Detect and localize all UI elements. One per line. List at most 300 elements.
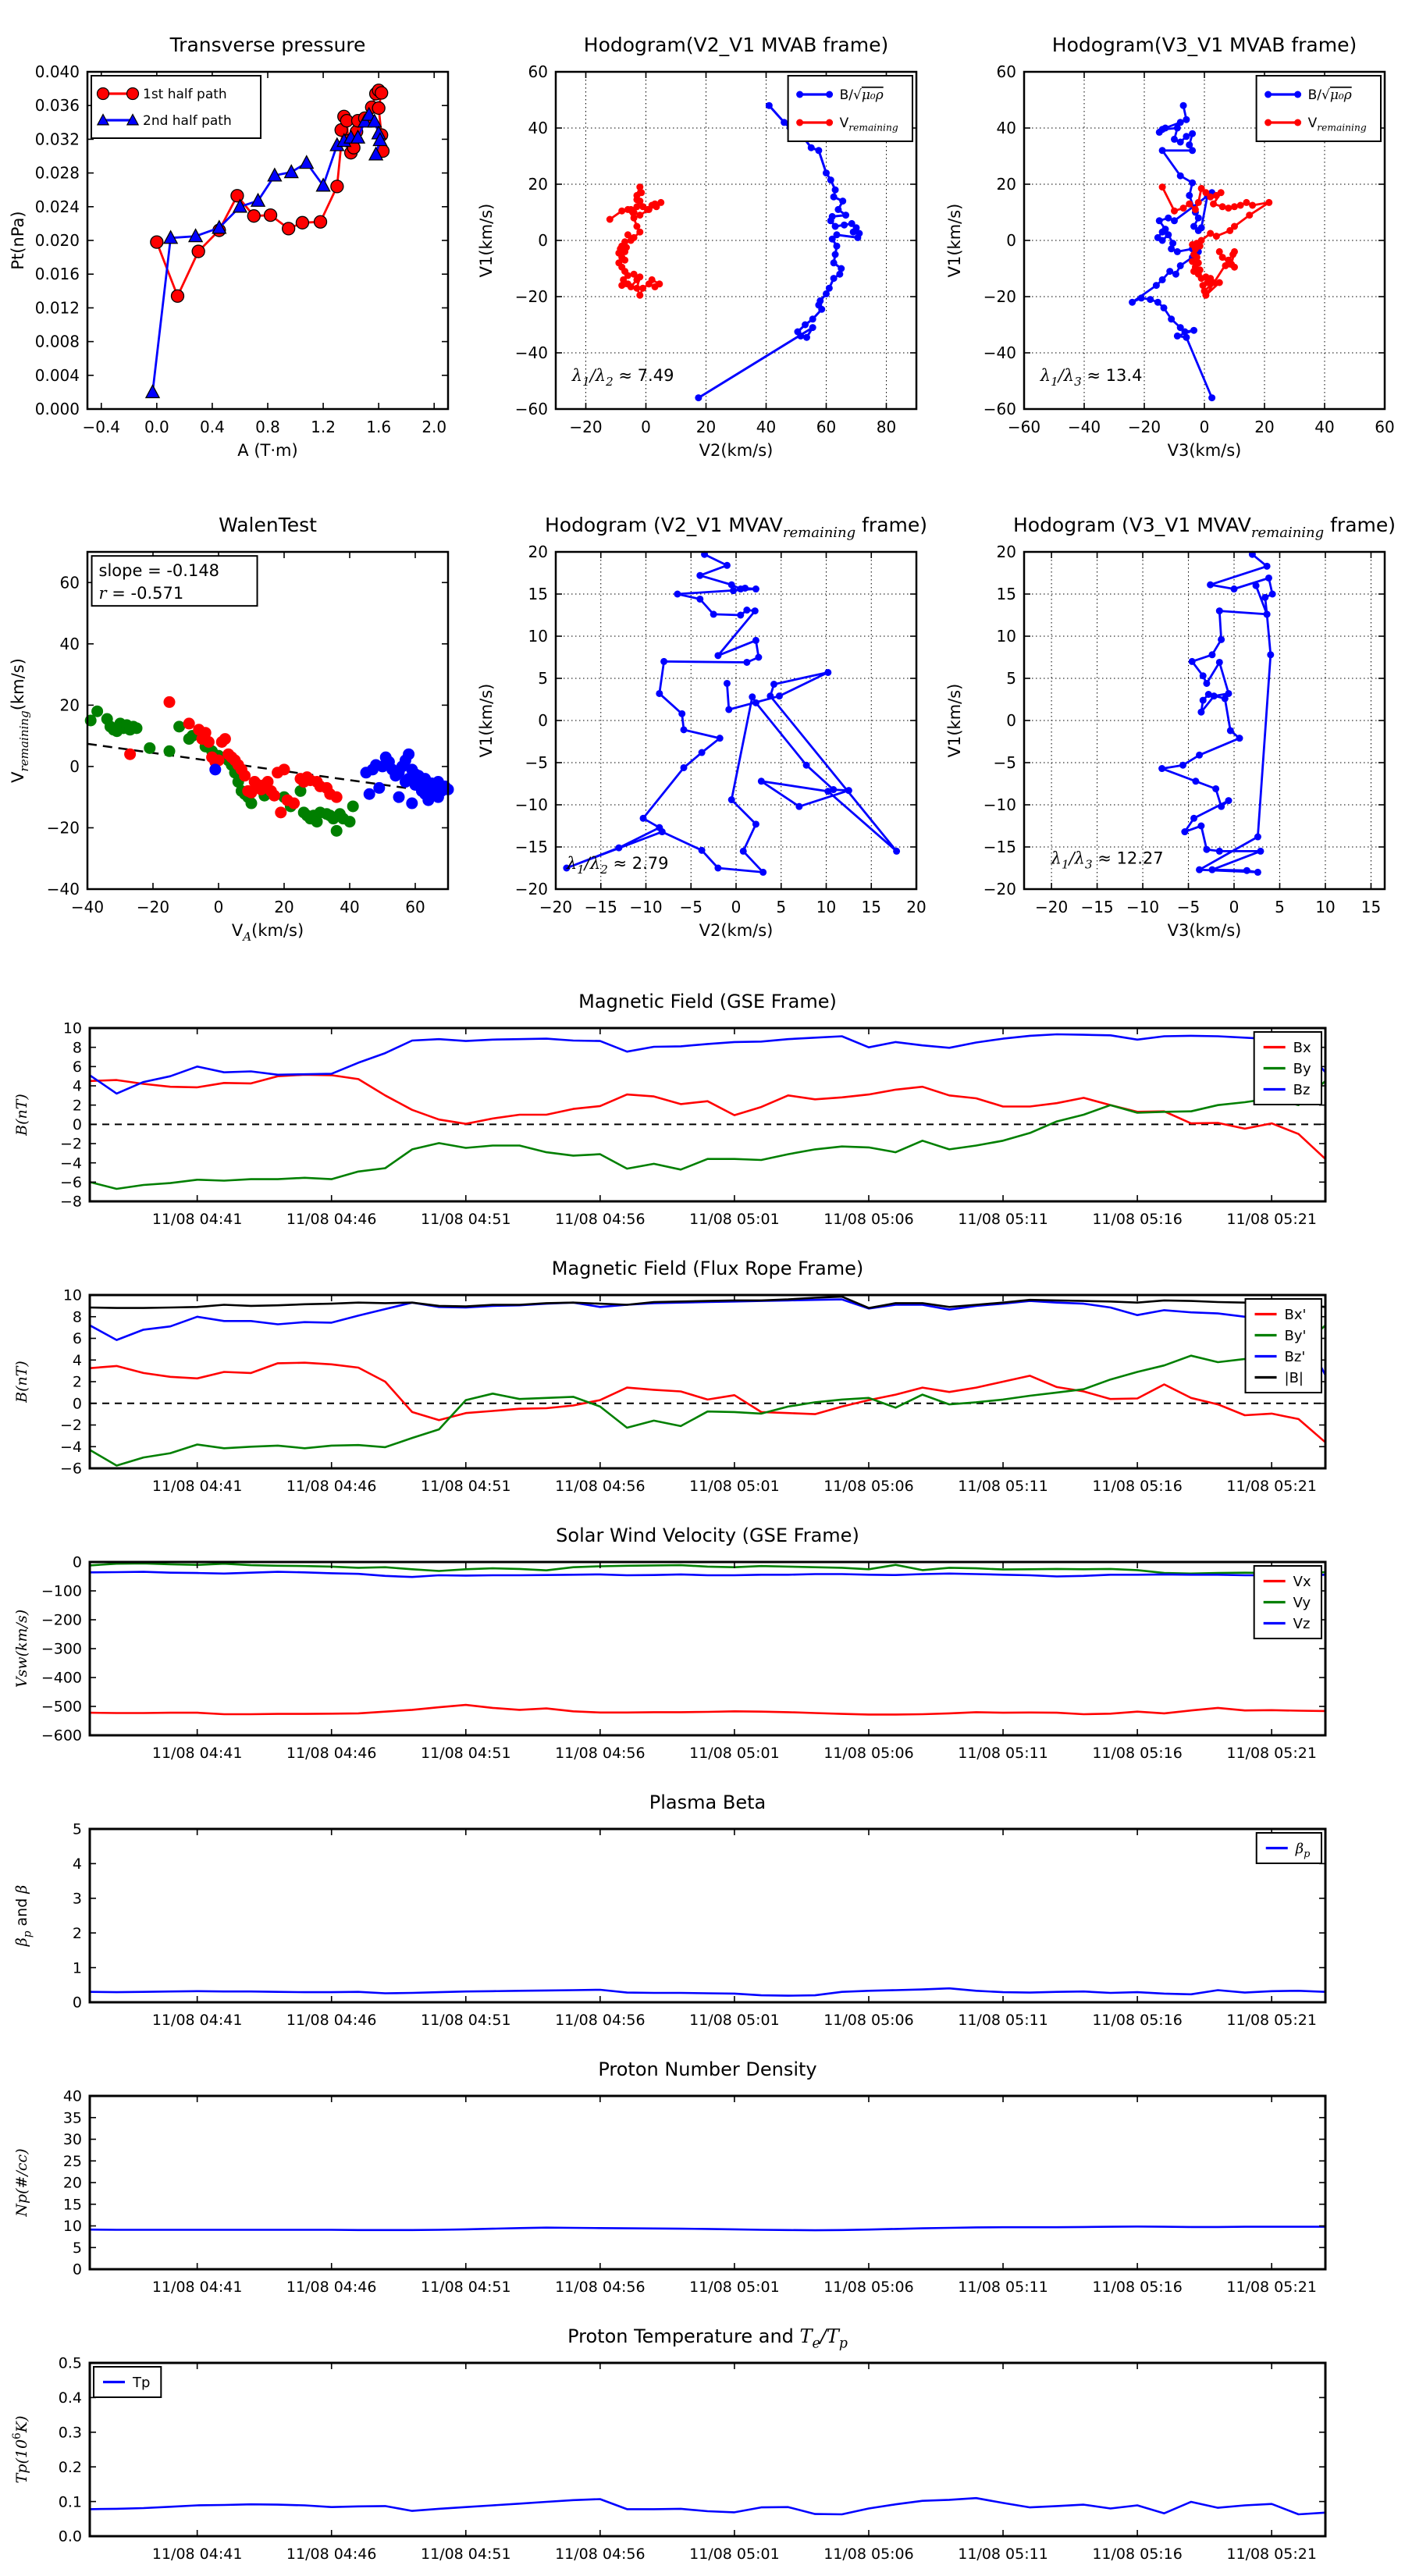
marker-circle (841, 222, 848, 229)
marker-circle (364, 788, 375, 800)
y-tick-label: 0 (72, 1994, 82, 2012)
series-bx (90, 1075, 1325, 1159)
marker-circle (1192, 206, 1199, 213)
legend (1246, 1299, 1321, 1393)
series-v-remaining (606, 183, 664, 299)
marker-circle (839, 197, 846, 205)
marker-circle (633, 196, 640, 203)
y-tick-label: −15 (983, 838, 1016, 856)
x-tick-label: 11/08 05:06 (823, 1745, 914, 1762)
marker-circle (1203, 680, 1210, 687)
marker-circle (636, 273, 643, 280)
marker-circle (740, 848, 747, 855)
marker-circle (372, 101, 385, 114)
x-tick-label: 40 (1314, 418, 1335, 436)
marker-circle (1171, 208, 1178, 215)
panel-transverse-pressure (0, 0, 468, 480)
marker-circle (172, 290, 184, 302)
x-tick-label: 11/08 04:41 (151, 1745, 243, 1762)
marker-circle (239, 770, 251, 781)
marker-circle (633, 285, 640, 292)
marker-triangle (300, 156, 313, 169)
y-tick-label: 0 (1006, 711, 1016, 730)
marker-circle (1265, 199, 1272, 206)
x-tick-label: 11/08 05:11 (958, 2279, 1048, 2296)
panel-title: Magnetic Field (Flux Rope Frame) (551, 1258, 864, 1279)
marker-circle (1264, 91, 1272, 98)
marker-circle (1243, 199, 1250, 206)
x-tick-label: 11/08 05:01 (689, 1211, 780, 1228)
x-tick-label: 11/08 04:56 (555, 2012, 646, 2029)
series-b-over-sqrt-mu0-rho (1129, 102, 1215, 401)
x-tick-label: −10 (629, 898, 663, 916)
x-tick-label: 11/08 04:51 (421, 2279, 511, 2296)
y-tick-label: 0.3 (58, 2424, 82, 2442)
marker-circle (829, 236, 836, 243)
marker-circle (696, 572, 703, 579)
marker-circle (1231, 585, 1238, 592)
y-tick-label: 0.028 (34, 163, 80, 183)
marker-circle (893, 848, 900, 855)
marker-circle (1257, 848, 1264, 855)
y-tick-label: 0 (1006, 231, 1016, 250)
x-tick-label: 0 (1199, 418, 1210, 436)
marker-circle (699, 749, 706, 756)
x-tick-label: 0 (1229, 898, 1240, 916)
y-tick-label: 4 (72, 1856, 82, 1873)
marker-circle (1236, 735, 1243, 742)
x-tick-label: 11/08 05:01 (689, 2546, 780, 2563)
y-tick-label: 0.008 (34, 332, 80, 351)
x-tick-label: 11/08 04:51 (421, 1745, 511, 1762)
panel-title: Hodogram (V3_V1 $MVAV_{remaining}$ frame) (1012, 514, 1396, 541)
x-tick-label: 11/08 04:41 (151, 2279, 243, 2296)
marker-circle (850, 229, 857, 236)
marker-circle (752, 607, 759, 614)
x-tick-label: 11/08 04:56 (555, 2546, 646, 2563)
x-tick-label: 2.0 (422, 418, 447, 436)
series-np (90, 2226, 1325, 2230)
marker-circle (164, 745, 176, 757)
y-tick-label: −5 (525, 753, 548, 772)
marker-circle (1189, 658, 1196, 665)
marker-circle (831, 194, 838, 201)
legend (1257, 76, 1381, 141)
marker-circle (1210, 279, 1217, 286)
marker-circle (296, 216, 308, 229)
marker-circle (331, 180, 343, 193)
y-tick-label: −500 (41, 1698, 82, 1716)
y-tick-label: 20 (62, 2174, 82, 2192)
marker-circle (1153, 282, 1160, 289)
marker-circle (1222, 695, 1229, 702)
marker-circle (1253, 582, 1260, 589)
legend-label: By' (1284, 1327, 1307, 1344)
marker-circle (246, 798, 258, 809)
marker-circle (827, 217, 834, 224)
marker-circle (606, 216, 614, 223)
y-tick-label: 40 (528, 119, 548, 137)
marker-circle (832, 251, 839, 258)
x-tick-label: 11/08 05:01 (689, 2012, 780, 2029)
marker-circle (375, 87, 388, 99)
x-tick-label: 11/08 04:41 (151, 2012, 243, 2029)
y-tick-label: 0.5 (58, 2354, 82, 2372)
y-tick-label: 8 (72, 1039, 82, 1057)
x-tick-label: 11/08 05:11 (958, 1745, 1048, 1762)
marker-circle (631, 215, 638, 222)
marker-circle (1216, 248, 1223, 255)
marker-circle (1138, 294, 1145, 301)
x-axis-label: V3(km/s) (1167, 921, 1242, 940)
x-tick-label: 11/08 05:06 (823, 2012, 914, 2029)
x-tick-label: 0.8 (255, 418, 280, 436)
marker-circle (776, 692, 783, 699)
marker-circle (1225, 797, 1232, 804)
marker-circle (1218, 636, 1225, 643)
y-tick-label: −60 (983, 400, 1016, 418)
marker-circle (845, 787, 852, 794)
legend (1254, 1566, 1321, 1638)
legend-label: Bz (1293, 1081, 1311, 1098)
marker-circle (1174, 125, 1181, 132)
x-tick-label: 11/08 04:46 (286, 2279, 377, 2296)
marker-circle (1218, 803, 1225, 810)
marker-circle (1190, 815, 1197, 822)
y-tick-label: 10 (62, 2218, 82, 2236)
marker-circle (832, 223, 839, 230)
marker-circle (1196, 866, 1203, 873)
marker-circle (724, 562, 731, 569)
panel-b-fluxrope (0, 1239, 1405, 1506)
marker-circle (796, 119, 803, 126)
series-tp (90, 2498, 1325, 2514)
marker-circle (1161, 304, 1168, 311)
x-tick-label: 11/08 05:06 (823, 1478, 914, 1495)
marker-circle (91, 706, 103, 717)
series-by (90, 1081, 1325, 1189)
x-tick-label: −60 (1007, 418, 1041, 436)
y-tick-label: −2 (59, 1135, 82, 1153)
marker-circle (767, 692, 774, 699)
x-tick-label: 0 (641, 418, 651, 436)
marker-circle (344, 816, 356, 827)
marker-circle (1189, 130, 1196, 137)
series-b-over-sqrt-mu0-rho (695, 102, 863, 401)
marker-circle (781, 119, 788, 126)
marker-circle (1159, 183, 1166, 190)
marker-circle (656, 690, 663, 697)
annotation: $\lambda_1/\lambda_2 \approx 2.79$ (566, 854, 669, 877)
y-axis-label: V1(km/s) (477, 683, 496, 758)
x-tick-label: 11/08 04:41 (151, 1211, 243, 1228)
marker-circle (695, 394, 702, 401)
marker-circle (1202, 292, 1209, 299)
x-tick-label: 20 (1254, 418, 1275, 436)
legend-label: Vz (1293, 1615, 1311, 1632)
marker-circle (1168, 245, 1175, 252)
marker-circle (808, 144, 815, 151)
y-tick-label: 0.036 (34, 96, 80, 116)
marker-circle (656, 280, 663, 287)
marker-circle (815, 147, 822, 154)
marker-circle (1222, 262, 1229, 269)
marker-circle (1264, 563, 1271, 570)
y-tick-label: 20 (996, 175, 1016, 194)
marker-circle (755, 654, 762, 661)
x-tick-label: −5 (679, 898, 702, 916)
y-tick-label: −6 (59, 1460, 82, 1478)
marker-circle (1166, 268, 1173, 275)
marker-circle (1269, 591, 1276, 598)
y-tick-label: 0 (538, 711, 548, 730)
marker-circle (209, 763, 221, 775)
y-tick-label: −2 (59, 1417, 82, 1435)
marker-circle (743, 659, 750, 666)
y-tick-label: 5 (72, 1820, 82, 1838)
legend-label: Bz' (1284, 1348, 1306, 1365)
marker-circle (1197, 243, 1204, 250)
x-tick-label: 11/08 05:16 (1092, 1211, 1183, 1228)
marker-circle (1264, 119, 1272, 126)
marker-circle (1231, 248, 1238, 255)
panel-proton-temperature (0, 2307, 1405, 2574)
marker-circle (659, 828, 666, 835)
marker-circle (1212, 785, 1219, 792)
marker-circle (1168, 315, 1175, 322)
x-tick-label: −20 (1127, 418, 1161, 436)
panel-title: Hodogram(V3_V1 MVAB frame) (1051, 34, 1357, 56)
marker-circle (834, 206, 841, 213)
y-tick-label: −4 (59, 1438, 82, 1456)
y-tick-label: −20 (514, 880, 548, 898)
marker-circle (1158, 765, 1165, 772)
y-axis-label: $V_{remaining}(km/s)$ (9, 658, 31, 783)
y-tick-label: 10 (528, 627, 548, 646)
marker-circle (1165, 231, 1172, 238)
marker-circle (710, 610, 717, 617)
x-tick-label: 11/08 05:06 (823, 2279, 914, 2296)
marker-circle (315, 215, 327, 228)
series-v-remaining-path (563, 551, 900, 876)
y-tick-label: 2 (72, 1097, 82, 1115)
x-tick-label: 11/08 05:16 (1092, 2012, 1183, 2029)
x-tick-label: 0 (731, 898, 742, 916)
marker-circle (699, 847, 706, 854)
marker-circle (1243, 867, 1250, 874)
legend (94, 2367, 161, 2397)
marker-circle (1198, 224, 1205, 231)
marker-circle (124, 749, 136, 760)
series-vz (90, 1572, 1325, 1578)
marker-circle (631, 271, 638, 278)
y-tick-label: 10 (62, 1019, 82, 1037)
marker-circle (127, 88, 139, 100)
marker-circle (1200, 672, 1207, 679)
y-tick-label: 60 (996, 62, 1016, 81)
marker-circle (1174, 333, 1181, 340)
legend-label: Bx' (1284, 1306, 1307, 1323)
y-tick-label: −40 (983, 343, 1016, 362)
marker-circle (660, 658, 667, 665)
marker-circle (826, 91, 833, 98)
panel-title: Hodogram (V2_V1 $MVAV_{remaining}$ frame) (544, 514, 928, 541)
marker-circle (1129, 299, 1136, 306)
x-tick-label: 11/08 04:46 (286, 2546, 377, 2563)
y-axis-label: B(nT) (13, 1094, 30, 1136)
y-tick-label: −15 (514, 838, 548, 856)
y-tick-label: 20 (528, 543, 548, 561)
panel-b-gse (0, 972, 1405, 1239)
marker-circle (1186, 201, 1193, 208)
marker-circle (737, 612, 744, 619)
marker-circle (730, 587, 737, 594)
y-axis-label: Pt(nPa) (9, 211, 27, 270)
marker-circle (219, 733, 231, 745)
marker-circle (1226, 227, 1233, 234)
marker-circle (279, 763, 290, 775)
y-tick-label: 4 (72, 1077, 82, 1095)
marker-circle (331, 792, 343, 803)
marker-circle (192, 245, 205, 258)
marker-circle (1200, 697, 1207, 704)
x-axis-label: V2(km/s) (699, 441, 774, 460)
marker-circle (636, 229, 643, 236)
x-tick-label: 11/08 04:46 (286, 1211, 377, 1228)
panel-plasma-beta (0, 1773, 1405, 2040)
panel-title: WalenTest (219, 514, 317, 536)
y-tick-label: 40 (996, 119, 1016, 137)
x-tick-label: 1.2 (311, 418, 336, 436)
y-tick-label: −20 (46, 818, 80, 838)
x-tick-label: 15 (861, 898, 881, 916)
marker-circle (797, 333, 804, 340)
y-tick-label: 30 (62, 2131, 82, 2149)
y-axis-label: V1(km/s) (477, 203, 496, 278)
marker-circle (681, 764, 688, 771)
y-tick-label: −40 (46, 880, 80, 898)
y-axis-label: $Tp(10^6K)$ (11, 2415, 30, 2484)
x-tick-label: 1.6 (366, 418, 392, 436)
x-tick-label: 11/08 05:21 (1226, 2012, 1317, 2029)
legend (788, 76, 912, 141)
y-tick-label: 0 (69, 756, 80, 776)
series-v-remaining (1159, 183, 1273, 299)
marker-circle (752, 699, 759, 706)
y-tick-label: 10 (996, 627, 1016, 646)
y-tick-label: −4 (59, 1155, 82, 1172)
marker-circle (1216, 279, 1223, 286)
y-tick-label: 5 (538, 669, 548, 688)
y-tick-label: 40 (62, 2087, 82, 2105)
marker-circle (269, 790, 280, 802)
x-tick-label: 11/08 05:16 (1092, 2546, 1183, 2563)
x-tick-label: 11/08 05:21 (1226, 2279, 1317, 2296)
marker-circle (1216, 659, 1223, 666)
y-tick-label: 4 (72, 1351, 82, 1369)
y-tick-label: 2 (72, 1373, 82, 1391)
marker-circle (823, 169, 830, 176)
marker-circle (393, 792, 405, 803)
marker-circle (1246, 212, 1253, 219)
marker-circle (1216, 607, 1223, 614)
marker-circle (621, 257, 628, 264)
series-bx-prime (90, 1363, 1325, 1443)
y-tick-label: 35 (62, 2109, 82, 2127)
marker-circle (1208, 651, 1215, 658)
axes-frame (90, 2096, 1325, 2269)
x-tick-label: 11/08 04:41 (151, 1478, 243, 1495)
legend (1254, 1032, 1321, 1105)
panel-vsw-gse (0, 1506, 1405, 1773)
x-tick-label: 11/08 05:16 (1092, 1478, 1183, 1495)
marker-circle (331, 825, 343, 837)
marker-circle (283, 222, 295, 235)
marker-circle (628, 237, 635, 244)
marker-circle (1294, 119, 1301, 126)
marker-circle (1213, 233, 1220, 240)
marker-circle (1207, 230, 1214, 237)
x-tick-label: 11/08 04:56 (555, 1745, 646, 1762)
x-tick-label: 80 (876, 418, 897, 436)
marker-circle (1159, 126, 1166, 133)
marker-circle (1192, 777, 1199, 785)
marker-circle (1294, 91, 1301, 98)
marker-circle (624, 206, 631, 213)
stats-line: slope = -0.148 (98, 561, 220, 581)
y-tick-label: −20 (514, 287, 548, 306)
marker-circle (1177, 262, 1184, 269)
axes-frame (90, 1829, 1325, 2002)
y-tick-label: −400 (41, 1669, 82, 1687)
y-tick-label: 0 (72, 1553, 82, 1571)
x-tick-label: 11/08 04:51 (421, 2546, 511, 2563)
y-tick-label: 2 (72, 1924, 82, 1942)
x-tick-label: 11/08 05:11 (958, 1211, 1048, 1228)
marker-circle (1174, 248, 1181, 255)
marker-circle (809, 315, 816, 322)
marker-circle (1208, 866, 1215, 873)
legend (91, 76, 261, 138)
legend-label: |B| (1284, 1369, 1304, 1386)
marker-circle (1159, 237, 1166, 244)
marker-circle (151, 236, 163, 248)
y-tick-label: 20 (59, 696, 80, 715)
legend-label: Tp (133, 2374, 151, 2391)
marker-circle (1159, 147, 1166, 154)
y-tick-label: −5 (993, 753, 1016, 772)
marker-circle (854, 234, 861, 241)
x-tick-label: 11/08 04:51 (421, 1211, 511, 1228)
panel-hodogram-v2v1-mvav (468, 480, 937, 960)
marker-circle (1264, 610, 1271, 617)
series-beta-p (90, 1988, 1325, 1995)
y-tick-label: 0 (72, 1395, 82, 1413)
marker-circle (758, 777, 765, 785)
y-tick-label: 60 (59, 573, 80, 592)
marker-circle (1147, 296, 1154, 303)
marker-circle (1249, 202, 1256, 209)
x-tick-label: 0 (213, 898, 224, 916)
legend-label: 2nd half path (143, 112, 232, 129)
axes-frame (90, 1562, 1325, 1735)
marker-circle (832, 187, 839, 194)
series-first-half (85, 706, 359, 837)
x-tick-label: 11/08 04:46 (286, 1745, 377, 1762)
x-tick-label: 11/08 04:51 (421, 1478, 511, 1495)
y-tick-label: 20 (528, 175, 548, 194)
marker-circle (406, 798, 418, 809)
